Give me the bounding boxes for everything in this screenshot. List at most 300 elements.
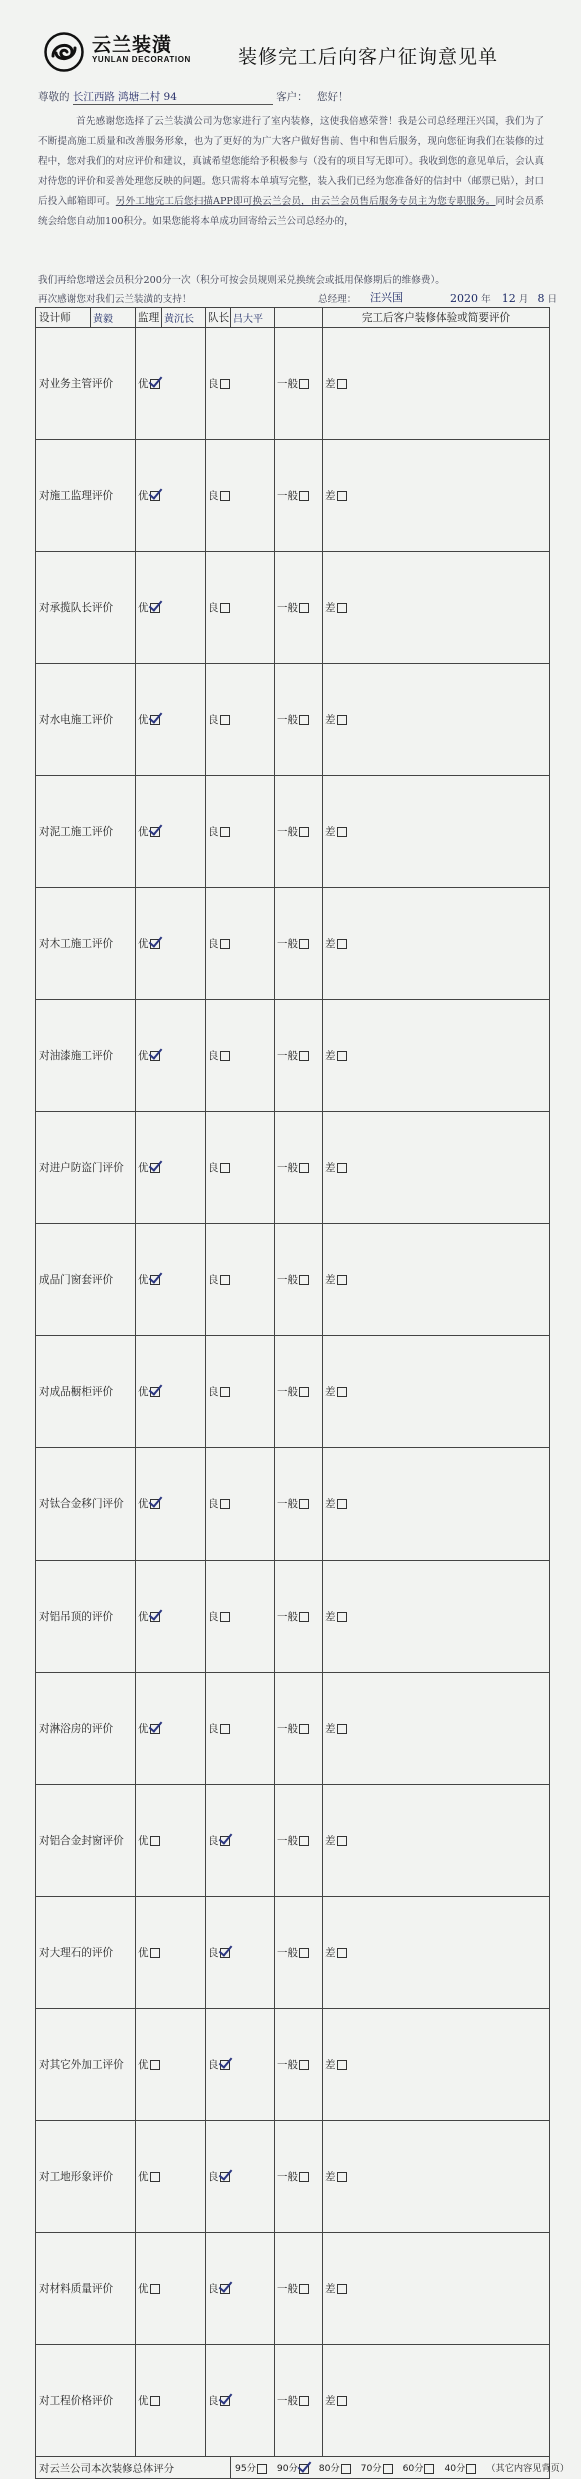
checked-checkbox-icon[interactable] [150, 491, 160, 501]
checkbox-icon[interactable] [337, 2284, 347, 2294]
evaluation-item-label: 对成品橱柜评价 [36, 1336, 136, 1448]
score-options [231, 2457, 570, 2479]
checkbox-icon[interactable] [299, 1499, 309, 1509]
grade-option-excellent[interactable] [136, 2232, 206, 2344]
checkbox-icon[interactable] [299, 603, 309, 613]
grade-label: 良 [208, 1274, 219, 1287]
grade-option-fair[interactable] [275, 1560, 323, 1672]
checkbox-icon[interactable] [299, 1948, 309, 1958]
staff-header-row [36, 308, 550, 328]
grade-option-excellent[interactable] [136, 1112, 206, 1224]
grade-option-excellent[interactable] [136, 2008, 206, 2120]
grade-label: 优 [138, 490, 149, 503]
evaluation-item-label: 对水电施工评价 [36, 664, 136, 776]
checked-checkbox-icon[interactable] [220, 2172, 230, 2182]
grade-option-good[interactable] [206, 1672, 275, 1784]
checked-checkbox-icon[interactable] [220, 2060, 230, 2070]
evaluation-row [36, 1560, 550, 1672]
overall-score-row [36, 2457, 550, 2479]
grade-option-good[interactable] [206, 1336, 275, 1448]
grade-option-fair[interactable] [275, 2232, 323, 2344]
checkbox-icon[interactable] [220, 491, 230, 501]
letter-app-member-text: 另外工地完工后您扫描APP即可换云兰会员，由云兰会员售后服务专员主为您专职服务。 [115, 196, 496, 207]
grade-label: 优 [138, 1610, 149, 1623]
grade-label: 差 [325, 714, 336, 727]
checkbox-icon[interactable] [337, 491, 347, 501]
checkbox-icon[interactable] [220, 1724, 230, 1734]
customer-address: 长江西路 鸿塘二村 94 [72, 91, 177, 103]
grade-label: 良 [208, 1162, 219, 1175]
checkbox-icon[interactable] [337, 603, 347, 613]
date-month: 12 [501, 292, 516, 305]
grade-label: 优 [138, 938, 149, 951]
grade-option-excellent[interactable] [136, 1896, 206, 2008]
grade-option-excellent[interactable] [136, 1560, 206, 1672]
checkbox-icon[interactable] [337, 1499, 347, 1509]
grade-option-excellent[interactable] [136, 440, 206, 552]
grade-label: 优 [138, 378, 149, 391]
grade-option-fair[interactable] [275, 552, 323, 664]
grade-label: 优 [138, 2282, 149, 2295]
checkbox-icon[interactable] [299, 827, 309, 837]
grade-label: 一般 [277, 1162, 298, 1175]
evaluation-row [36, 1336, 550, 1448]
grade-option-fair[interactable] [275, 1896, 323, 2008]
evaluation-item-label: 对材料质量评价 [36, 2232, 136, 2344]
checkbox-icon[interactable] [299, 1836, 309, 1846]
evaluation-row [36, 888, 550, 1000]
document-title: 装修完工后向客户征询意见单 [238, 46, 499, 68]
grade-label: 差 [325, 2282, 336, 2295]
grade-option-fair[interactable] [275, 1336, 323, 1448]
grade-option-good[interactable] [206, 1448, 275, 1560]
evaluation-table [35, 307, 570, 2479]
grade-label: 良 [208, 2170, 219, 2183]
grade-option-fair[interactable] [275, 1224, 323, 1336]
grade-option-good[interactable] [206, 440, 275, 552]
letter-main-text: 首先感谢您选择了云兰装潢公司为您家进行了室内装修，这使我倍感荣誉！我是公司总经理汪兴国，我们为了不断提高施工质量和改善服务形象，也为了更好的为广大客户做好售前、售中和售后服务，现向您征询我们在装修的过程中，您对我们的对应评价和建议，真诚希望您能给予积极参与（没有的项目写无即可）。我收到您的意见单后，会认真对待您的评价和妥善处理您反映的问题。您只需将本单填写完整，装入我们已经为您准备好的信封中（邮票已贴），封口后投入邮箱即可。 [38, 116, 544, 207]
evaluation-row [36, 664, 550, 776]
grade-label: 一般 [277, 2058, 298, 2071]
score-option-label: 95分 [235, 2463, 256, 2475]
checkbox-icon[interactable] [337, 1724, 347, 1734]
checked-checkbox-icon[interactable] [220, 2284, 230, 2294]
grade-option-poor[interactable] [323, 1448, 550, 1560]
checkbox-icon[interactable] [299, 2060, 309, 2070]
score-note: （其它内容见背页） [486, 2463, 570, 2475]
evaluation-row [36, 552, 550, 664]
grade-label: 一般 [277, 1050, 298, 1063]
grade-label: 良 [208, 2058, 219, 2071]
grade-option-fair[interactable] [275, 440, 323, 552]
grade-option-excellent[interactable] [136, 1000, 206, 1112]
grade-option-poor[interactable] [323, 664, 550, 776]
evaluation-row [36, 2232, 550, 2344]
grade-label: 良 [208, 1386, 219, 1399]
checkbox-icon[interactable] [220, 1612, 230, 1622]
grade-label: 差 [325, 1274, 336, 1287]
evaluation-row [36, 1672, 550, 1784]
checkbox-icon[interactable] [299, 715, 309, 725]
grade-label: 差 [325, 1610, 336, 1623]
evaluation-row [36, 1448, 550, 1560]
checkbox-icon[interactable] [424, 2464, 434, 2474]
supervisor-label: 监理 [136, 308, 162, 328]
checked-checkbox-icon[interactable] [150, 603, 160, 613]
grade-option-excellent[interactable] [136, 552, 206, 664]
evaluation-item-label: 对业务主管评价 [36, 328, 136, 440]
checked-checkbox-icon[interactable] [150, 1163, 160, 1173]
evaluation-item-label: 对钛合金移门评价 [36, 1448, 136, 1560]
grade-label: 一般 [277, 1834, 298, 1847]
grade-label: 良 [208, 714, 219, 727]
checkbox-icon[interactable] [299, 1612, 309, 1622]
checkbox-icon[interactable] [150, 2284, 160, 2294]
grade-label: 差 [325, 1834, 336, 1847]
grade-label: 一般 [277, 938, 298, 951]
checkbox-icon[interactable] [220, 1163, 230, 1173]
grade-label: 差 [325, 2170, 336, 2183]
grade-option-poor[interactable] [323, 2120, 550, 2232]
evaluation-row [36, 1224, 550, 1336]
grade-option-excellent[interactable] [136, 664, 206, 776]
checked-checkbox-icon[interactable] [150, 1499, 160, 1509]
grade-option-poor[interactable] [323, 2344, 550, 2456]
checked-checkbox-icon[interactable] [150, 715, 160, 725]
feedback-header: 完工后客户装修体验或简要评价 [323, 308, 550, 328]
evaluation-item-label: 对进户防盗门评价 [36, 1112, 136, 1224]
checked-checkbox-icon[interactable] [150, 939, 160, 949]
checkbox-icon[interactable] [299, 1387, 309, 1397]
checkbox-icon[interactable] [220, 1499, 230, 1509]
checked-checkbox-icon[interactable] [150, 1051, 160, 1061]
checkbox-icon[interactable] [299, 1275, 309, 1285]
yunlan-swirl-logo-icon [44, 32, 84, 72]
grade-label: 优 [138, 1274, 149, 1287]
checkbox-icon[interactable] [150, 2060, 160, 2070]
grade-option-poor[interactable] [323, 1336, 550, 1448]
grade-label: 优 [138, 602, 149, 615]
sign-date [450, 291, 557, 305]
checkbox-icon[interactable] [299, 2284, 309, 2294]
evaluation-item-label: 成品门窗套评价 [36, 1224, 136, 1336]
checkbox-icon[interactable] [299, 491, 309, 501]
grade-option-poor[interactable] [323, 1896, 550, 2008]
grade-option-excellent[interactable] [136, 776, 206, 888]
evaluation-row [36, 2008, 550, 2120]
grade-label: 差 [325, 490, 336, 503]
score-option[interactable] [319, 2463, 351, 2474]
grade-label: 一般 [277, 1722, 298, 1735]
checked-checkbox-icon[interactable] [150, 1612, 160, 1622]
checkbox-icon[interactable] [337, 1387, 347, 1397]
checkbox-icon[interactable] [337, 1051, 347, 1061]
designer-label: 设计师 [36, 308, 91, 328]
grade-label: 差 [325, 1162, 336, 1175]
checkbox-icon[interactable] [337, 1836, 347, 1846]
checkbox-icon[interactable] [383, 2464, 393, 2474]
checked-checkbox-icon[interactable] [220, 1948, 230, 1958]
checkbox-icon[interactable] [337, 715, 347, 725]
grade-option-excellent[interactable] [136, 888, 206, 1000]
checkbox-icon[interactable] [466, 2464, 476, 2474]
grade-label: 良 [208, 1050, 219, 1063]
grade-option-poor[interactable] [323, 776, 550, 888]
evaluation-item-label: 对工地形象评价 [36, 2120, 136, 2232]
checkbox-icon[interactable] [150, 2172, 160, 2182]
checked-checkbox-icon[interactable] [150, 379, 160, 389]
grade-option-fair[interactable] [275, 2120, 323, 2232]
checked-checkbox-icon[interactable] [299, 2464, 309, 2474]
grade-option-excellent[interactable] [136, 2344, 206, 2456]
score-option[interactable] [277, 2463, 309, 2474]
checkbox-icon[interactable] [341, 2464, 351, 2474]
score-option[interactable] [403, 2463, 435, 2474]
grade-option-poor[interactable] [323, 1112, 550, 1224]
checkbox-icon[interactable] [337, 2172, 347, 2182]
grade-option-fair[interactable] [275, 664, 323, 776]
grade-label: 良 [208, 1722, 219, 1735]
checkbox-icon[interactable] [220, 1275, 230, 1285]
checkbox-icon[interactable] [220, 379, 230, 389]
grade-label: 良 [208, 1498, 219, 1511]
gm-signature: 汪兴国 [370, 291, 403, 304]
score-option-label: 70分 [360, 2463, 382, 2475]
grade-label: 差 [325, 1946, 336, 1959]
grade-option-excellent[interactable] [136, 1224, 206, 1336]
checkbox-icon[interactable] [150, 1836, 160, 1846]
grade-label: 一般 [277, 2170, 298, 2183]
grade-option-fair[interactable] [275, 328, 323, 440]
grade-label: 一般 [277, 1946, 298, 1959]
grade-option-good[interactable] [206, 2008, 275, 2120]
checked-checkbox-icon[interactable] [220, 1836, 230, 1846]
checked-checkbox-icon[interactable] [150, 1724, 160, 1734]
grade-option-poor[interactable] [323, 1560, 550, 1672]
checkbox-icon[interactable] [337, 2060, 347, 2070]
brand-name-cn: 云兰装潢 [92, 34, 173, 56]
date-day: 8 [537, 292, 545, 305]
grade-label: 良 [208, 2282, 219, 2295]
grade-label: 优 [138, 1386, 149, 1399]
grade-label: 良 [208, 378, 219, 391]
grade-option-good[interactable] [206, 1112, 275, 1224]
score-option-label: 80分 [318, 2463, 340, 2475]
grade-label: 差 [325, 938, 336, 951]
greeting-line [38, 89, 349, 105]
signature-row [38, 291, 558, 305]
grade-option-excellent[interactable] [136, 1336, 206, 1448]
grade-label: 差 [325, 602, 336, 615]
checkbox-icon[interactable] [337, 939, 347, 949]
grade-option-poor[interactable] [323, 440, 550, 552]
grade-option-good[interactable] [206, 1000, 275, 1112]
grade-option-poor[interactable] [323, 2232, 550, 2344]
checkbox-icon[interactable] [299, 1724, 309, 1734]
checkbox-icon[interactable] [299, 939, 309, 949]
grade-label: 良 [208, 1946, 219, 1959]
checkbox-icon[interactable] [220, 1387, 230, 1397]
date-year: 2020 [450, 292, 478, 305]
letter-body [38, 112, 544, 232]
checkbox-icon[interactable] [337, 1612, 347, 1622]
grade-label: 优 [138, 714, 149, 727]
grade-option-poor[interactable] [323, 1224, 550, 1336]
grade-label: 差 [325, 2058, 336, 2071]
checkbox-icon[interactable] [299, 379, 309, 389]
checkbox-icon[interactable] [220, 827, 230, 837]
grade-label: 一般 [277, 1610, 298, 1623]
checkbox-icon[interactable] [337, 2396, 347, 2406]
checkbox-icon[interactable] [337, 1163, 347, 1173]
grade-label: 优 [138, 2170, 149, 2183]
grade-label: 优 [138, 1946, 149, 1959]
checkbox-icon[interactable] [299, 1163, 309, 1173]
checked-checkbox-icon[interactable] [220, 2396, 230, 2406]
grade-label: 良 [208, 490, 219, 503]
grade-option-fair[interactable] [275, 1784, 323, 1896]
foreman-name: 吕大平 [231, 308, 275, 328]
grade-option-excellent[interactable] [136, 1784, 206, 1896]
grade-label: 一般 [277, 1498, 298, 1511]
grade-option-poor[interactable] [323, 888, 550, 1000]
grade-option-good[interactable] [206, 888, 275, 1000]
grade-option-fair[interactable] [275, 2344, 323, 2456]
evaluation-item-label: 对油漆施工评价 [36, 1000, 136, 1112]
grade-option-fair[interactable] [275, 1000, 323, 1112]
checkbox-icon[interactable] [299, 2396, 309, 2406]
evaluation-item-label: 对铝合金封窗评价 [36, 1784, 136, 1896]
grade-option-good[interactable] [206, 776, 275, 888]
grade-label: 良 [208, 1610, 219, 1623]
score-option-label: 40分 [444, 2463, 466, 2475]
grade-option-good[interactable] [206, 1784, 275, 1896]
checkbox-icon[interactable] [299, 2172, 309, 2182]
grade-option-excellent[interactable] [136, 2120, 206, 2232]
grade-option-fair[interactable] [275, 1448, 323, 1560]
checkbox-icon[interactable] [337, 379, 347, 389]
grade-option-poor[interactable] [323, 1672, 550, 1784]
grade-label: 优 [138, 1050, 149, 1063]
grade-label: 差 [325, 1386, 336, 1399]
brand-name-en: YUNLAN DECORATION [92, 55, 191, 64]
evaluation-item-label: 对木工施工评价 [36, 888, 136, 1000]
grade-option-good[interactable] [206, 552, 275, 664]
grade-option-fair[interactable] [275, 1112, 323, 1224]
checkbox-icon[interactable] [150, 1948, 160, 1958]
grade-option-poor[interactable] [323, 2008, 550, 2120]
evaluation-item-label: 对承揽队长评价 [36, 552, 136, 664]
checked-checkbox-icon[interactable] [150, 1275, 160, 1285]
score-option-label: 90分 [276, 2463, 298, 2475]
grade-label: 优 [138, 1834, 149, 1847]
grade-option-fair[interactable] [275, 776, 323, 888]
evaluation-row [36, 440, 550, 552]
grade-label: 差 [325, 1050, 336, 1063]
grade-option-poor[interactable] [323, 328, 550, 440]
score-option[interactable] [361, 2463, 393, 2474]
checkbox-icon[interactable] [337, 827, 347, 837]
grade-label: 差 [325, 2394, 336, 2407]
grade-option-poor[interactable] [323, 552, 550, 664]
evaluation-row [36, 1896, 550, 2008]
evaluation-item-label: 对淋浴房的评价 [36, 1672, 136, 1784]
checkbox-icon[interactable] [220, 715, 230, 725]
foreman-label: 队长 [206, 308, 231, 328]
grade-option-poor[interactable] [323, 1784, 550, 1896]
grade-option-good[interactable] [206, 2120, 275, 2232]
thanks-text: 再次感谢您对我们云兰装潢的支持！ [38, 294, 192, 305]
evaluation-row [36, 1000, 550, 1112]
grade-option-excellent[interactable] [136, 1672, 206, 1784]
checkbox-icon[interactable] [150, 2396, 160, 2406]
checked-checkbox-icon[interactable] [150, 827, 160, 837]
grade-option-good[interactable] [206, 664, 275, 776]
score-option-label: 60分 [402, 2463, 424, 2475]
checked-checkbox-icon[interactable] [150, 1387, 160, 1397]
grade-label: 一般 [277, 1386, 298, 1399]
supervisor-name: 黄沉长 [162, 308, 206, 328]
grade-label: 一般 [277, 714, 298, 727]
evaluation-row [36, 1784, 550, 1896]
grade-option-fair[interactable] [275, 888, 323, 1000]
customer-address-field [73, 89, 273, 105]
evaluation-item-label: 对施工监理评价 [36, 440, 136, 552]
date-month-label: 月 [518, 294, 529, 305]
checkbox-icon[interactable] [337, 1275, 347, 1285]
gm-label: 总经理： [318, 294, 357, 305]
score-option[interactable] [444, 2463, 476, 2474]
overall-score-label: 对云兰公司本次装修总体评分 [36, 2457, 231, 2479]
grade-label: 差 [325, 826, 336, 839]
checkbox-icon[interactable] [220, 603, 230, 613]
grade-option-good[interactable] [206, 1560, 275, 1672]
score-option[interactable] [235, 2463, 267, 2474]
checkbox-icon[interactable] [220, 1051, 230, 1061]
grade-option-good[interactable] [206, 2344, 275, 2456]
grade-option-fair[interactable] [275, 2008, 323, 2120]
evaluation-row [36, 776, 550, 888]
grade-label: 差 [325, 378, 336, 391]
checkbox-icon[interactable] [337, 1948, 347, 1958]
evaluation-row [36, 1112, 550, 1224]
grade-option-good[interactable] [206, 1224, 275, 1336]
grade-option-good[interactable] [206, 328, 275, 440]
grade-option-excellent[interactable] [136, 328, 206, 440]
grade-option-excellent[interactable] [136, 1448, 206, 1560]
grade-label: 良 [208, 1834, 219, 1847]
grade-label: 一般 [277, 490, 298, 503]
grade-label: 一般 [277, 602, 298, 615]
grade-label: 良 [208, 826, 219, 839]
grade-label: 优 [138, 1498, 149, 1511]
grade-label: 良 [208, 938, 219, 951]
grade-label: 优 [138, 1722, 149, 1735]
checkbox-icon[interactable] [257, 2464, 267, 2474]
checkbox-icon[interactable] [299, 1051, 309, 1061]
grade-option-fair[interactable] [275, 1672, 323, 1784]
greeting-prefix: 尊敬的 [38, 91, 70, 103]
checkbox-icon[interactable] [220, 939, 230, 949]
grade-label: 良 [208, 602, 219, 615]
greeting-suffix: 客户： [276, 91, 308, 103]
grade-label: 优 [138, 1162, 149, 1175]
greeting-hello: 您好！ [317, 91, 349, 103]
grade-option-good[interactable] [206, 2232, 275, 2344]
grade-label: 一般 [277, 2282, 298, 2295]
grade-option-good[interactable] [206, 1896, 275, 2008]
grade-option-poor[interactable] [323, 1000, 550, 1112]
